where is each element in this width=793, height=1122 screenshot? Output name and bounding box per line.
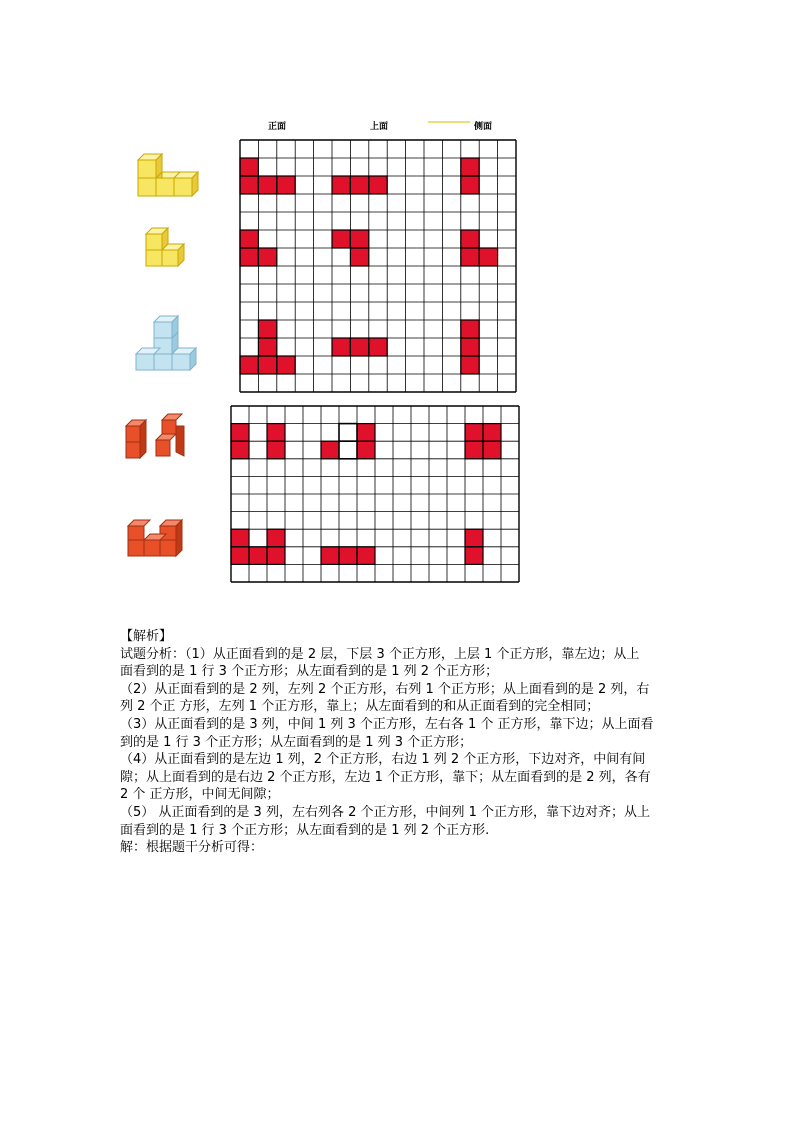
analysis-line: 到的是 1 行 3 个正方形；从左面看到的是 1 列 3 个正方形； — [120, 734, 473, 750]
filled-square — [339, 547, 357, 565]
filled-square — [277, 356, 295, 374]
filled-square — [350, 248, 368, 266]
filled-square — [465, 424, 483, 442]
filled-square — [357, 547, 375, 565]
analysis-line: （4）从正面看到的是左边 1 列，2 个正方形，右边 1 列 2 个正方形，下边对齐，中间有间 — [120, 752, 646, 768]
filled-square — [258, 176, 276, 194]
filled-square — [350, 230, 368, 248]
filled-square — [483, 424, 501, 442]
filled-square — [461, 338, 479, 356]
blue-t-cubes-icon — [136, 316, 196, 370]
filled-square — [465, 547, 483, 565]
orange-u-cubes-icon — [128, 520, 182, 556]
filled-square — [231, 424, 249, 442]
analysis-line: 列 2 个正 方形，左列 1 个正方形，靠上；从左面看到的和从正面看到的完全相同； — [120, 699, 600, 715]
analysis-line: 解：根据题干分析可得： — [120, 840, 264, 856]
filled-square — [369, 176, 387, 194]
filled-square — [267, 547, 285, 565]
outlined-square — [339, 424, 357, 442]
filled-square — [369, 338, 387, 356]
filled-square — [461, 158, 479, 176]
filled-square — [483, 441, 501, 459]
yellow-small-cubes-icon — [146, 228, 184, 266]
filled-square — [465, 441, 483, 459]
filled-square — [240, 356, 258, 374]
grid-lower — [231, 406, 519, 582]
analysis-line: 面看到的是 1 行 3 个正方形；从左面看到的是 1 列 2 个正方形. — [120, 822, 490, 838]
filled-square — [479, 248, 497, 266]
filled-square — [231, 529, 249, 547]
filled-square — [231, 441, 249, 459]
filled-square — [350, 176, 368, 194]
grid-upper — [240, 140, 516, 392]
analysis-heading: 【解析】 — [120, 629, 173, 644]
filled-square — [277, 176, 295, 194]
outlined-square — [339, 441, 357, 459]
filled-square — [231, 547, 249, 565]
analysis-line: 隙；从上面看到的是右边 2 个正方形，左边 1 个正方形，靠下；从左面看到的是 2 列，各有 — [120, 769, 651, 785]
filled-square — [332, 338, 350, 356]
filled-square — [240, 230, 258, 248]
analysis-line: 2 个 正方形，中间无间隙； — [120, 787, 280, 803]
label-side: 侧面 — [474, 122, 493, 132]
filled-square — [267, 424, 285, 442]
filled-square — [332, 176, 350, 194]
filled-square — [240, 176, 258, 194]
filled-square — [321, 547, 339, 565]
filled-square — [461, 320, 479, 338]
filled-square — [267, 529, 285, 547]
filled-square — [258, 248, 276, 266]
filled-square — [267, 441, 285, 459]
label-front: 正面 — [268, 122, 287, 132]
analysis-line: （3）从正面看到的是 3 列，中间 1 列 3 个正方形，左右各 1 个 正方形，靠下边；从上面看 — [120, 716, 654, 732]
analysis-line: （2）从正面看到的是 2 列，左列 2 个正方形，右列 1 个正方形；从上面看到的是 2 列，右 — [120, 681, 650, 697]
filled-square — [258, 338, 276, 356]
analysis-line: 面看到的是 1 行 3 个正方形；从左面看到的是 1 列 2 个正方形； — [120, 664, 499, 680]
filled-square — [461, 356, 479, 374]
filled-square — [249, 547, 267, 565]
filled-square — [357, 424, 375, 442]
filled-square — [350, 338, 368, 356]
filled-square — [258, 320, 276, 338]
filled-square — [258, 356, 276, 374]
filled-square — [321, 441, 339, 459]
filled-square — [465, 529, 483, 547]
analysis-text — [120, 628, 680, 857]
analysis-line: （5） 从正面看到的是 3 列，左右列各 2 个正方形，中间列 1 个正方形，靠下边对齐；从上 — [120, 804, 651, 820]
yellow-l-cubes-icon — [138, 154, 198, 196]
filled-square — [461, 248, 479, 266]
filled-square — [357, 441, 375, 459]
label-top: 上面 — [370, 122, 389, 132]
filled-square — [240, 158, 258, 176]
filled-square — [461, 230, 479, 248]
filled-square — [240, 248, 258, 266]
analysis-line: 试题分析：（1）从正面看到的是 2 层，下层 3 个正方形，上层 1 个正方形，靠左边；从上 — [120, 646, 640, 662]
orange-pair-cubes-icon — [126, 414, 184, 458]
filled-square — [332, 230, 350, 248]
filled-square — [461, 176, 479, 194]
